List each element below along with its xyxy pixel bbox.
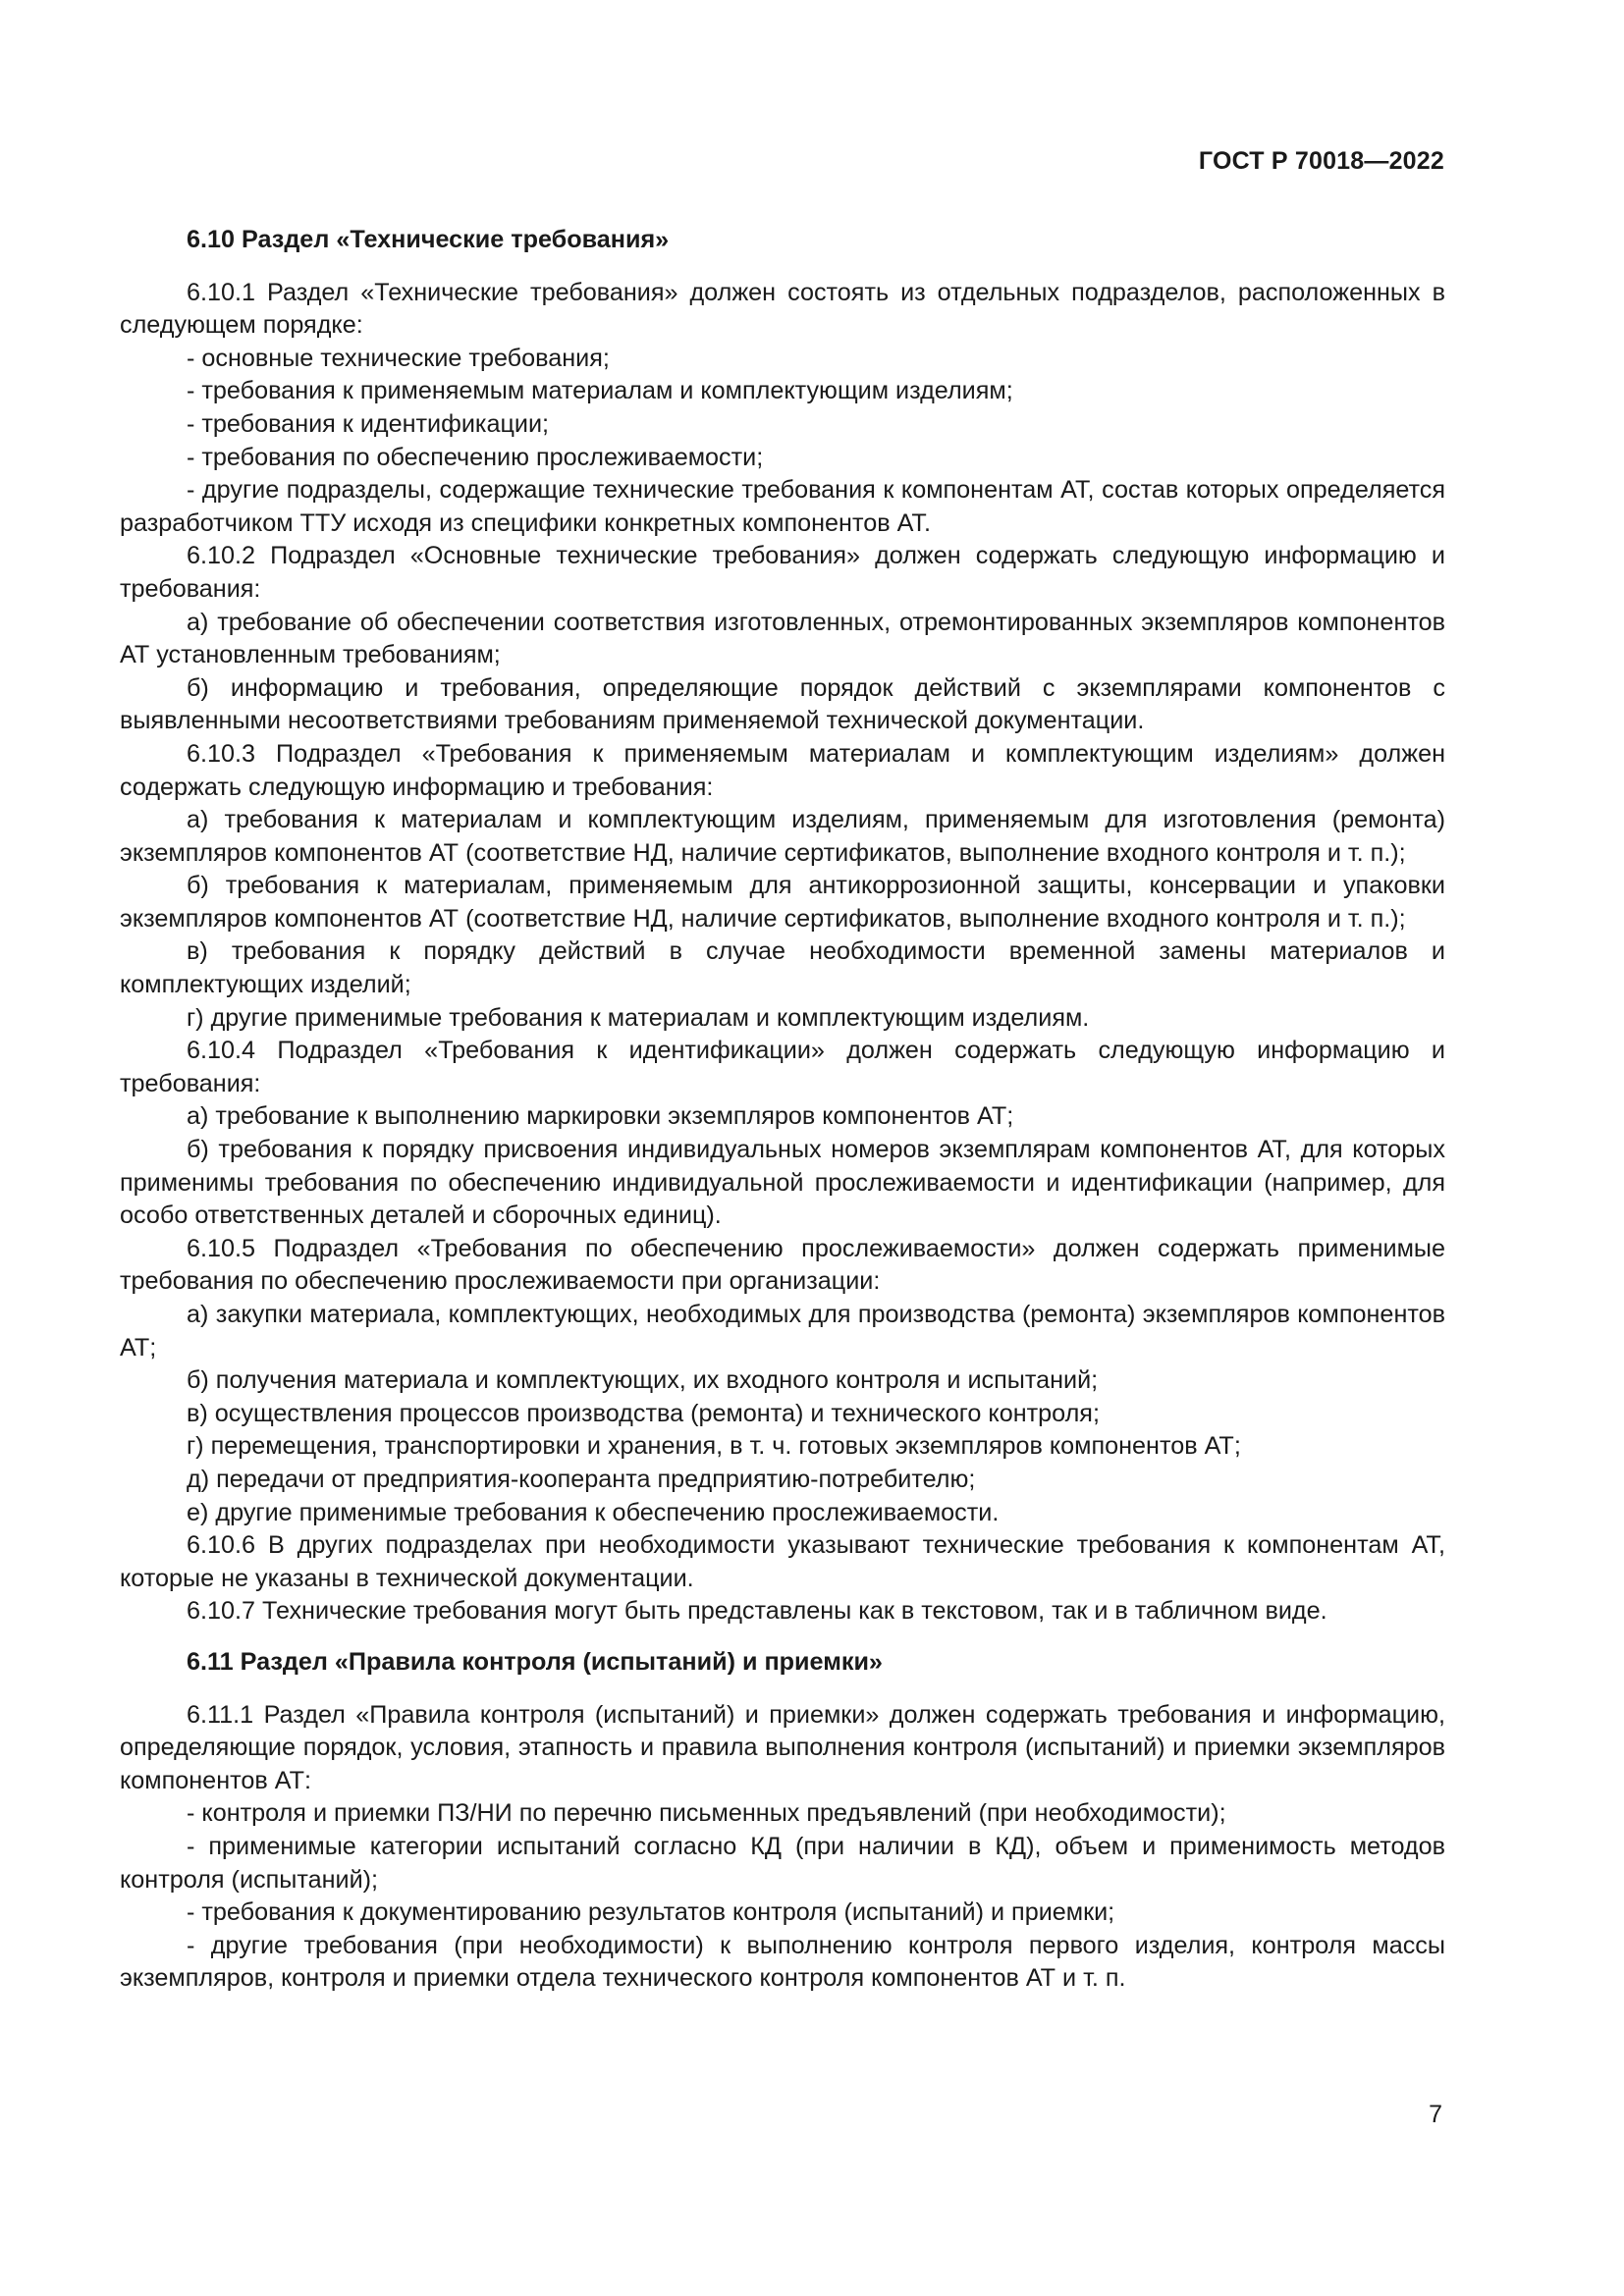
list-item: а) требования к материалам и комплектующим изделиям, применяемым для изготовления (ремонта) экземпляров компонентов АТ (соответствие НД, наличие сертификатов, выполнение входного контроля и т. п.); xyxy=(120,806,1445,867)
list-item: - требования к идентификации; xyxy=(187,409,550,438)
list-item: - другие требования (при необходимости) к выполнению контроля первого изделия, контроля массы экземпляров, контроля и приемки отдела технического контроля компонентов АТ и т. п. xyxy=(120,1931,1445,1993)
list-item: а) требование об обеспечении соответствия изготовленных, отремонтированных экземпляров компонентов АТ установленным требованиям; xyxy=(120,608,1445,669)
list-item: - требования по обеспечению прослеживаемости; xyxy=(187,443,764,471)
list-item: б) получения материала и комплектующих, их входного контроля и испытаний; xyxy=(187,1366,1099,1395)
paragraph: 6.10.6 В других подразделах при необходимости указывают технические требования к компонентам АТ, которые не указаны в технической документации. xyxy=(120,1531,1445,1592)
list-item: в) требования к порядку действий в случае необходимости временной замены материалов и комплектующих изделий; xyxy=(120,937,1445,999)
list-item: - контроля и приемки ПЗ/НИ по перечню письменных предъявлений (при необходимости); xyxy=(187,1799,1226,1828)
paragraph: 6.10.2 Подраздел «Основные технические требования» должен содержать следующую информацию и требования: xyxy=(120,542,1445,603)
list-item: б) требования к материалам, применяемым для антикоррозионной защиты, консервации и упаковки экземпляров компонентов АТ (соответствие НД, наличие сертификатов, выполнение входного контроля и т. п.); xyxy=(120,872,1445,933)
list-item: - требования к применяемым материалам и комплектующим изделиям; xyxy=(187,377,1013,405)
list-item: а) требование к выполнению маркировки экземпляров компонентов АТ; xyxy=(187,1102,1014,1131)
list-item: е) другие применимые требования к обеспечению прослеживаемости. xyxy=(187,1498,1000,1526)
list-item: а) закупки материала, комплектующих, необходимых для производства (ремонта) экземпляров компонентов АТ; xyxy=(120,1301,1445,1362)
paragraph: 6.10.4 Подраздел «Требования к идентификации» должен содержать следующую информацию и требования: xyxy=(120,1037,1445,1097)
list-item: - основные технические требования; xyxy=(187,344,610,372)
list-item: д) передачи от предприятия-кооперанта предприятию-потребителю; xyxy=(187,1465,976,1493)
paragraph: 6.10.3 Подраздел «Требования к применяемым материалам и комплектующим изделиям» должен содержать следующую информацию и требования: xyxy=(120,739,1445,801)
list-item: в) осуществления процессов производства (ремонта) и технического контроля; xyxy=(187,1399,1100,1427)
section-6-11-heading: 6.11 Раздел «Правила контроля (испытаний) и приемки» xyxy=(187,1647,883,1676)
paragraph: 6.11.1 Раздел «Правила контроля (испытаний) и приемки» должен содержать требования и информацию, определяющие порядок, условия, этапность и правила выполнения контроля (испытаний) и приемки экземпляров компонентов АТ: xyxy=(120,1700,1445,1794)
standard-designation: ГОСТ Р 70018—2022 xyxy=(1198,147,1444,175)
list-item: г) перемещения, транспортировки и хранения, в т. ч. готовых экземпляров компонентов АТ; xyxy=(187,1432,1241,1461)
list-item: б) информацию и требования, определяющие порядок действий с экземплярами компонентов с выявленными несоответствиями требованиям применяемой технической документации. xyxy=(120,673,1445,735)
list-item: - требования к документированию результатов контроля (испытаний) и приемки; xyxy=(187,1898,1115,1927)
page-number: 7 xyxy=(1429,2101,1442,2128)
section-6-10-heading: 6.10 Раздел «Технические требования» xyxy=(187,226,670,253)
paragraph: 6.10.1 Раздел «Технические требования» должен состоять из отдельных подразделов, расположенных в следующем порядке: xyxy=(120,278,1445,340)
list-item: г) другие применимые требования к материалам и комплектующим изделиям. xyxy=(187,1003,1090,1032)
page-content xyxy=(120,224,1445,1996)
list-item: - другие подразделы, содержащие технические требования к компонентам АТ, состав которых определяется разработчиком ТТУ исходя из специфики конкретных компонентов АТ. xyxy=(120,476,1445,537)
paragraph: 6.10.5 Подраздел «Требования по обеспечению прослеживаемости» должен содержать применимые требования по обеспечению прослеживаемости при организации: xyxy=(120,1234,1445,1296)
list-item: б) требования к порядку присвоения индивидуальных номеров экземплярам компонентов АТ, для которых применимы требования по обеспечению индивидуальной прослеживаемости и идентификации (например, для особо ответственных деталей и сборочных единиц). xyxy=(120,1136,1445,1230)
list-item: - применимые категории испытаний согласно КД (при наличии в КД), объем и применимость методов контроля (испытаний); xyxy=(120,1832,1445,1894)
paragraph: 6.10.7 Технические требования могут быть представлены как в текстовом, так и в табличном виде. xyxy=(187,1597,1327,1626)
